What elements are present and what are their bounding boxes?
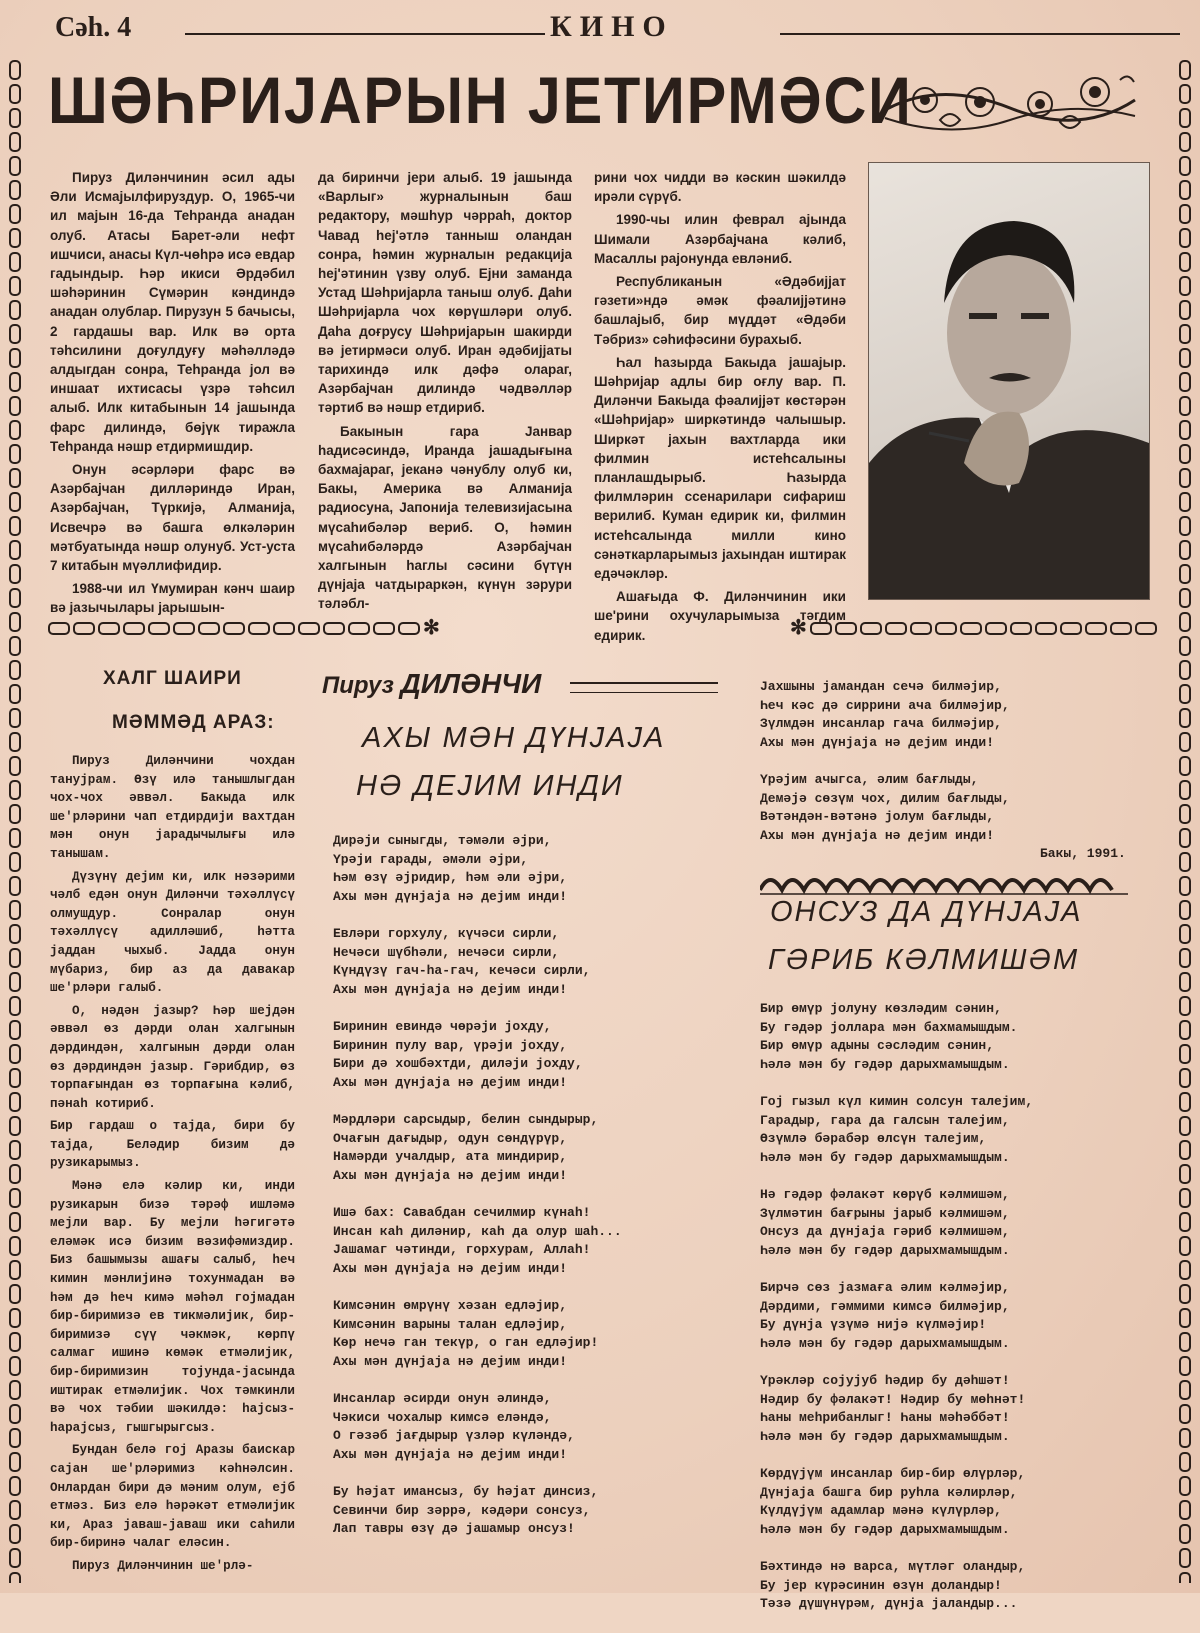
verse-line: Бу дүнја үзүмә нијә күлмәјир! bbox=[760, 1317, 987, 1332]
border-link bbox=[9, 708, 21, 728]
paragraph: Бундан белә гој Аразы баискар сајан ше'рләримиз кәһнәлсин. Онлардан бири дә мәним олум, ејб етмәз. Биз елә һәрәкәт етмәлијик ки, Араз јаваш-јаваш ики саһили бир-биринә чалаг елəсин. bbox=[50, 1443, 295, 1551]
border-link bbox=[1179, 1188, 1191, 1208]
border-link bbox=[9, 228, 21, 248]
border-link bbox=[9, 612, 21, 632]
verse-line: Бир өмүр адыны сәсләдим сәнин, bbox=[760, 1038, 995, 1053]
border-link bbox=[9, 108, 21, 128]
paragraph: Пируз Диләнчинин әсил ады Әли Исмајылфируздур. О, 1965-чи ил мајын 16-да Теһранда анадан олуб. Атасы Барет-әли нефт ишчиси, анасы Күл-чөһрә исә евдар гадындыр. Һәр икиси Әрдәбил шәһәринин Сүмәрин кәндиндә анадан олублар. Пирузун 5 бачысы, 2 гардашы вар. Илк вә орта тәһсилини доғулдуғу мәһәлләдә алдыгдан сонра, Теһранда јол вә иншаат ихтисасы үзрә тәһсил алыб. Илк китабынын 14 јашында фарс дилиндә, бөјүк тиражла Теһранда нәшр етдирмишдир. bbox=[50, 170, 295, 454]
paragraph: Мәнә елә кәлир ки, инди рузикарын бизә тәрәф ишләмә мејли вар. Бу мејли һәгигәтә еләмәк исә бизим вәзифәмиздир. Биз башымызы ашағы салыб, һеч кимин мәнлијинә тохунмадан вә һәм дә һеч кимә мәһәл гојмадан бир-биримизә ев тикмәлијик, бир-биримизә сүү чәкмәк, көрпү салмаг ишинә көмәк етмәлијик, бир-биримизин тојунда-јасында иштирак етмәлијик. Чох тәмкинли вә чох тәбии шәкилдә: һајсыз-һарајсыз, гышгырыгсыз. bbox=[50, 1179, 295, 1435]
border-link bbox=[1179, 1308, 1191, 1328]
verse-line: Һәлә мән бу гәдәр дарыхмамышдым. bbox=[760, 1521, 1010, 1537]
border-link bbox=[1179, 1404, 1191, 1424]
verse-line: Нә гәдәр фәлакәт көрүб кәлмишәм, bbox=[760, 1187, 1010, 1202]
verse-line: Үрәкләр сојујуб һәдир бу дәһшәт! bbox=[760, 1373, 1010, 1388]
araz-heading-2: МӘММӘД АРАЗ: bbox=[112, 712, 275, 733]
article-column-1 bbox=[50, 168, 295, 622]
border-link bbox=[1179, 1476, 1191, 1496]
verse-line: Тәзә дүшүнүрәм, дүнја јаландыр... bbox=[760, 1596, 1018, 1611]
border-link bbox=[9, 516, 21, 536]
border-link bbox=[1179, 1356, 1191, 1376]
section-title: КИНО bbox=[550, 10, 674, 43]
border-link bbox=[1179, 1260, 1191, 1280]
page-number: Сəh. 4 bbox=[55, 12, 132, 43]
border-link bbox=[9, 1188, 21, 1208]
border-link bbox=[9, 1500, 21, 1520]
verse-line: Чәкиси чохалыр кимсә еләндә, bbox=[333, 1409, 552, 1425]
border-link bbox=[9, 660, 21, 680]
border-link bbox=[9, 252, 21, 272]
wave-ornament bbox=[760, 868, 1128, 898]
border-link bbox=[1179, 180, 1191, 200]
border-link bbox=[9, 876, 21, 896]
border-link bbox=[1179, 996, 1191, 1016]
border-link bbox=[9, 300, 21, 320]
verse-line: Дүнјаја башга бир руһла кәлирләр, bbox=[760, 1484, 1018, 1500]
verse-line: Бу гәдәр јолларa мән бахмамышдым. bbox=[760, 1019, 1018, 1035]
paragraph: 1990-чы илин феврал ајында Шимали Азәрбајчана кәлиб, Масаллы рајонунда евләниб. bbox=[594, 212, 846, 266]
border-link bbox=[9, 1140, 21, 1160]
verse-line: Һәлә мән бу гәдәр дарыхмамышдым. bbox=[760, 1149, 1010, 1165]
border-link bbox=[9, 1308, 21, 1328]
border-link bbox=[9, 1332, 21, 1352]
verse-line: Гој гызыл күл кимин солсун талејим, bbox=[760, 1094, 1034, 1109]
border-link bbox=[1179, 1524, 1191, 1544]
border-link bbox=[1179, 1284, 1191, 1304]
border-link bbox=[1179, 852, 1191, 872]
border-link bbox=[9, 1572, 21, 1583]
border-link bbox=[9, 1428, 21, 1448]
masthead-bar bbox=[25, 0, 1175, 44]
stanza bbox=[760, 1000, 1120, 1074]
border-link bbox=[9, 1116, 21, 1136]
stanza bbox=[760, 1279, 1120, 1353]
verse-line: Ахы мән дүнјаја нә дејим инди! bbox=[333, 1074, 568, 1090]
stanza bbox=[333, 1483, 643, 1539]
poem2-stanzas bbox=[760, 1000, 1120, 1633]
border-link bbox=[1179, 396, 1191, 416]
border-link bbox=[9, 1476, 21, 1496]
border-link bbox=[1179, 1572, 1191, 1583]
border-link bbox=[1179, 300, 1191, 320]
masthead-rule-right bbox=[780, 33, 1180, 35]
author-rule-thin bbox=[570, 692, 718, 693]
border-link bbox=[9, 828, 21, 848]
verse-line: Бу һәјат имансыз, бу һәјат динсиз, bbox=[333, 1484, 599, 1499]
poem1-title-line1: АХЫ МӘН ДҮНЈАЈА bbox=[362, 722, 666, 754]
border-link bbox=[1179, 444, 1191, 464]
border-link bbox=[9, 1068, 21, 1088]
border-link bbox=[9, 396, 21, 416]
border-link bbox=[1179, 612, 1191, 632]
border-link bbox=[9, 1380, 21, 1400]
border-link bbox=[1179, 132, 1191, 152]
verse-line: Ахы мән дүнјаја нә дејим инди! bbox=[333, 1167, 568, 1183]
border-link bbox=[1179, 1500, 1191, 1520]
verse-line: Бирчә сөз јазмаға әлим кәлмәјир, bbox=[760, 1280, 1010, 1295]
border-link bbox=[1179, 1092, 1191, 1112]
border-link bbox=[9, 1548, 21, 1568]
border-link bbox=[1179, 1380, 1191, 1400]
paragraph: рини чох чидди вә кәскин шәкилдә ирәли сүрүб. bbox=[594, 170, 846, 205]
stanza bbox=[760, 1093, 1120, 1167]
border-link bbox=[9, 996, 21, 1016]
border-link bbox=[1179, 468, 1191, 488]
verse-line: Мәрдләри сарсыдыр, белин сындырыр, bbox=[333, 1112, 599, 1127]
stanza bbox=[760, 1186, 1120, 1260]
poem-author bbox=[322, 668, 541, 700]
border-link bbox=[1179, 924, 1191, 944]
verse-line: Дирәји сыныгды, тәмәли әјри, bbox=[333, 833, 552, 848]
border-link bbox=[1179, 564, 1191, 584]
verse-line: Һәм өзү әјридир, һәм әли әјри, bbox=[333, 870, 568, 885]
paragraph: Онун әсәрләри фарс вә Азәрбајчан дилләриндә Иран, Азәрбајчан, Түркијә, Алманија, Исвечрә вә башга өлкәләрин мәтбуатында нәшр олунуб. Уст-уста 7 китабын мүәллифидир. bbox=[50, 462, 295, 574]
verse-line: Кимсәнин варыны талан едләјир, bbox=[333, 1316, 568, 1332]
border-link bbox=[9, 972, 21, 992]
border-link bbox=[1179, 1164, 1191, 1184]
border-link bbox=[1179, 900, 1191, 920]
border-link bbox=[9, 1356, 21, 1376]
border-link bbox=[9, 780, 21, 800]
verse-line: Бу јер күрәсинин өзүн доландыр! bbox=[760, 1577, 1002, 1593]
author-last-name: ДИЛӘНЧИ bbox=[400, 668, 542, 699]
paragraph: Бакынын гара Јанвар һадисәсиндә, Иранда јашадығына бахмајараг, јеканә чәнублу олуб ки, Бакы, Америка вә Алманија радиосуна, Јапонија телевизијасына мүсаһибәләр вериб. О, һәмин мүсаһибәләрдә Азәрбајчан халгынын һаглы сәсини бүтүн дүнјаја чатдыраркән, күнүн зәрури тәләбл- bbox=[318, 423, 572, 612]
stanza bbox=[760, 678, 1100, 752]
verse-line: О гәзәб јағдырыр үзләр күләндә, bbox=[333, 1428, 575, 1443]
border-link bbox=[9, 1524, 21, 1544]
verse-line: Һәлә мән бу гәдәр дарыхмамышдым. bbox=[760, 1428, 1010, 1444]
stanza bbox=[333, 925, 643, 999]
verse-line: Ахы мән дүнјаја нә дејим инди! bbox=[760, 734, 995, 750]
border-link bbox=[1179, 84, 1191, 104]
poem1-stanzas-continued bbox=[760, 678, 1100, 864]
verse-line: Ахы мән дүнјаја нә дејим инди! bbox=[333, 1446, 568, 1462]
border-link bbox=[1179, 156, 1191, 176]
border-link bbox=[1179, 108, 1191, 128]
verse-line: Ахы мән дүнјаја нә дејим инди! bbox=[333, 1260, 568, 1276]
border-link bbox=[9, 180, 21, 200]
border-link bbox=[1179, 516, 1191, 536]
masthead-rule-left bbox=[185, 33, 545, 35]
poem1-stanzas bbox=[333, 832, 643, 1558]
stanza bbox=[760, 1558, 1120, 1614]
paragraph: Республиканын «Әдәбијјат гәзети»ндә әмәк фәалијјәтинә башлајыб, бир мүддәт «Әдәби Тәбриз» сәһифәсини бурахыб. bbox=[594, 274, 846, 347]
ornamental-divider-right: ✻ bbox=[790, 620, 1157, 636]
verse-line: Көр нечә ган текүр, о ган едләјир! bbox=[333, 1335, 599, 1350]
right-border-ornament bbox=[1176, 60, 1194, 1583]
border-link bbox=[1179, 276, 1191, 296]
border-link bbox=[9, 588, 21, 608]
stanza bbox=[333, 1297, 643, 1371]
border-link bbox=[1179, 708, 1191, 728]
verse-line: Ахы мән дүнјаја нә дејим инди! bbox=[760, 827, 995, 843]
border-link bbox=[9, 756, 21, 776]
border-link bbox=[9, 420, 21, 440]
border-link bbox=[9, 1236, 21, 1256]
border-link bbox=[1179, 492, 1191, 512]
border-link bbox=[1179, 756, 1191, 776]
paragraph: Ашағыда Ф. Диләнчинин ики ше'рини охучуларымыза тәгдим едирик. bbox=[594, 589, 846, 643]
verse-line: Инсан каһ диләнир, каһ да олур шаһ... bbox=[333, 1223, 622, 1239]
verse-line: Өзүмлә бәрабәр өлсүн талејим, bbox=[760, 1131, 987, 1146]
verse-line: Биринин евиндә чөрәји јохду, bbox=[333, 1019, 552, 1034]
verse-line: Јашамаг чәтинди, горхурам, Аллаһ! bbox=[333, 1242, 591, 1257]
paragraph: Пируз Диләнчинин ше'рлә- bbox=[72, 1558, 254, 1573]
stanza bbox=[333, 1204, 643, 1278]
author-rule bbox=[570, 682, 718, 684]
border-link bbox=[1179, 660, 1191, 680]
border-link bbox=[1179, 420, 1191, 440]
verse-line: Күндүзү гач-һа-гач, кечәси сирли, bbox=[333, 963, 591, 978]
paragraph: Һал һазырда Бакыда јашајыр. Шәһријар адлы бир оғлу вар. П. Диләнчи Бакыда фәалијјәт көстәрән «Шәһријар» ширкәтиндә чалышыр. Ширкәт јахын вахтларда ики филмин истеһсалыны планлашдырыб. Һазырда филмләрин ссенарилари сифариш верилиб. Куман едирик ки, филмин истеһсалында милли кино сәнәткарларымыз јахындан иштирак едәчәкләр. bbox=[594, 354, 846, 582]
verse-line: Үрәјим ачыгса, әлим бағлыды, bbox=[760, 772, 979, 787]
araz-heading-1: ХАЛГ ШАИРИ bbox=[103, 668, 242, 689]
verse-line: Үрәји гарады, әмәли әјри, bbox=[333, 851, 529, 867]
verse-line: Севинчи бир зәррә, кәдәри сонсуз, bbox=[333, 1502, 591, 1518]
paragraph: 1988-чи ил Үмумиран кәнч шаир вә јазычылары јарышын- bbox=[50, 581, 295, 616]
border-link bbox=[9, 204, 21, 224]
verse-line: Һаны меһрибанлыг! Һаны мәһәббәт! bbox=[760, 1410, 1010, 1425]
author-portrait-photo bbox=[868, 162, 1150, 600]
border-link bbox=[9, 1044, 21, 1064]
border-link bbox=[1179, 228, 1191, 248]
poem2-title-line2: ГӘРИБ КӘЛМИШӘМ bbox=[768, 944, 1080, 976]
border-link bbox=[9, 84, 21, 104]
verse-line: Ахы мән дүнјаја нә дејим инди! bbox=[333, 981, 568, 997]
verse-line: Лап тавры өзү дә јашамыр онсуз! bbox=[333, 1521, 575, 1536]
border-link bbox=[1179, 732, 1191, 752]
poem-dateline: Бакы, 1991. bbox=[1040, 846, 1126, 861]
verse-line: Ахы мән дүнјаја нә дејим инди! bbox=[333, 888, 568, 904]
stanza bbox=[333, 832, 643, 906]
border-link bbox=[1179, 1020, 1191, 1040]
ornamental-divider-left: ✻ bbox=[48, 620, 440, 636]
verse-line: Гарадыр, гара да галсын талејим, bbox=[760, 1112, 1010, 1128]
verse-line: Намәрди учалдыр, ата миндирир, bbox=[333, 1149, 568, 1164]
border-link bbox=[9, 1092, 21, 1112]
border-link bbox=[9, 492, 21, 512]
verse-line: Инсанлар әсирди онун әлиндә, bbox=[333, 1391, 552, 1406]
verse-line: Зүлмдән инсанлар гача билмәјир, bbox=[760, 716, 1002, 731]
verse-line: Нәдир бу фәлакәт! Нәдир бу мөһнәт! bbox=[760, 1391, 1026, 1407]
border-link bbox=[9, 804, 21, 824]
portrait-illustration bbox=[869, 163, 1149, 599]
border-link bbox=[9, 1260, 21, 1280]
verse-line: Күлдүјүм адамлар мәнә күлүрләр, bbox=[760, 1503, 1002, 1518]
left-border-ornament bbox=[6, 60, 24, 1583]
border-link bbox=[9, 60, 21, 80]
border-link bbox=[1179, 828, 1191, 848]
border-link bbox=[9, 1164, 21, 1184]
border-link bbox=[9, 1452, 21, 1472]
article-column-2 bbox=[318, 168, 572, 618]
border-link bbox=[9, 444, 21, 464]
border-link bbox=[1179, 1044, 1191, 1064]
border-link bbox=[1179, 1116, 1191, 1136]
border-link bbox=[1179, 1452, 1191, 1472]
stanza bbox=[333, 1018, 643, 1092]
verse-line: Јахшыны јамандан сечә билмәјир, bbox=[760, 679, 1002, 694]
stanza bbox=[333, 1390, 643, 1464]
border-link bbox=[1179, 1236, 1191, 1256]
border-link bbox=[1179, 588, 1191, 608]
poem2-title-line1: ОНСУЗ ДА ДҮНЈАЈА bbox=[770, 896, 1083, 928]
paragraph: да биринчи јери алыб. 19 јашында «Варлыг» журналынын баш редактору, мәшһур чәрраһ, доктор Чавад һеј'әтлә танныш оландан сонра, һәмин журналын редакција һеј'әтинин үзву олуб. Ејни заманда Устад Шәһријарла таныш олуб. Даһи Шәһријарла чох көрүшләри олуб. Даһа доғрусу Шәһријарын шакирди вә јетирмәси олуб. Иран әдәбијјаты тарихиндә илк дәфә олараг, Азәрбајчан дилиндә чәдвәлләр тәртиб вә нәшр етдириб. bbox=[318, 170, 572, 416]
border-link bbox=[1179, 780, 1191, 800]
border-link bbox=[9, 468, 21, 488]
border-link bbox=[9, 1020, 21, 1040]
border-link bbox=[1179, 684, 1191, 704]
floral-ornament bbox=[880, 70, 1140, 140]
verse-line: Вәтәндән-вәтәнә јолум бағлыды, bbox=[760, 809, 995, 824]
verse-line: Бир өмүр јолуну көзләдим сәнин, bbox=[760, 1001, 1002, 1016]
article-column-3 bbox=[594, 168, 846, 649]
author-first-name: Пируз bbox=[322, 672, 394, 699]
border-link bbox=[9, 372, 21, 392]
verse-line: Зүлмәтин бағрыны јарыб кәлмишәм, bbox=[760, 1205, 1010, 1221]
border-link bbox=[9, 1284, 21, 1304]
border-link bbox=[9, 540, 21, 560]
stanza bbox=[333, 1111, 643, 1185]
border-link bbox=[1179, 1548, 1191, 1568]
verse-line: Евләри горхулу, күчәси сирли, bbox=[333, 926, 560, 941]
verse-line: Очағын дағыдыр, одун сөндүрүр, bbox=[333, 1130, 568, 1146]
paragraph: Пируз Диләнчини чохдан танујрам. Өзү илә танышлыгдан чох-чох әввәл. Бакыда илк ше'рләрини чап етдирдији вахтдан мән онун јарадычылығы илә танышам. bbox=[50, 754, 295, 861]
verse-line: Ахы мән дүнјаја нә дејим инди! bbox=[333, 1353, 568, 1369]
border-link bbox=[1179, 252, 1191, 272]
border-link bbox=[9, 348, 21, 368]
verse-line: Һәлә мән бу гәдәр дарыхмамышдым. bbox=[760, 1056, 1010, 1072]
verse-line: Ишә бах: Савабдан сечилмир күнаһ! bbox=[333, 1205, 591, 1220]
border-link bbox=[1179, 972, 1191, 992]
border-link bbox=[9, 924, 21, 944]
border-link bbox=[1179, 204, 1191, 224]
poem1-title-line2: НӘ ДЕЈИМ ИНДИ bbox=[356, 770, 624, 802]
border-link bbox=[1179, 948, 1191, 968]
border-link bbox=[1179, 1428, 1191, 1448]
border-link bbox=[9, 156, 21, 176]
border-link bbox=[9, 324, 21, 344]
border-link bbox=[9, 852, 21, 872]
border-link bbox=[1179, 804, 1191, 824]
verse-line: Онсуз да дүнјаја гәриб кәлмишәм, bbox=[760, 1224, 1010, 1239]
border-link bbox=[1179, 1068, 1191, 1088]
border-link bbox=[9, 132, 21, 152]
verse-line: Көрдүјүм инсанлар бир-бир өлүрләр, bbox=[760, 1466, 1026, 1481]
border-link bbox=[1179, 60, 1191, 80]
verse-line: Бәхтиндә нә варса, мүтләг оландыр, bbox=[760, 1559, 1026, 1574]
border-link bbox=[1179, 876, 1191, 896]
verse-line: Һәлә мән бу гәдәр дарыхмамышдым. bbox=[760, 1242, 1010, 1258]
border-link bbox=[1179, 372, 1191, 392]
verse-line: Һеч кәс дә сиррини ача билмәјир, bbox=[760, 697, 1010, 713]
verse-line: Демәјә сөзүм чох, дилим бағлыды, bbox=[760, 790, 1010, 806]
border-link bbox=[9, 1212, 21, 1232]
border-link bbox=[1179, 348, 1191, 368]
border-link bbox=[9, 1404, 21, 1424]
verse-line: Дәрдими, гәммими кимсә билмәјир, bbox=[760, 1298, 1010, 1314]
border-link bbox=[1179, 540, 1191, 560]
border-link bbox=[1179, 324, 1191, 344]
border-link bbox=[1179, 636, 1191, 656]
araz-column bbox=[50, 752, 295, 1580]
border-link bbox=[9, 732, 21, 752]
paragraph: Дүзүнү дејим ки, илк нәзәрими чәлб едән онун Диләнчи тәхәллүсү олмушдур. Сонралар онун тәхәллүсү адилләшиб, һәтта јаддан чыхыб. Јадда онун мүбариз, бир аз да давакар ше'рләри галыб. bbox=[50, 869, 295, 996]
quoted-verse: Бир гардаш о тајда, бири бу тајда, Беләдир бизим дә рузикарымыз. bbox=[50, 1119, 295, 1171]
border-link bbox=[9, 900, 21, 920]
verse-line: Биринин пулу вар, үрәји јохду, bbox=[333, 1037, 568, 1053]
verse-line: Бири дә хошбәхтди, диләји јохду, bbox=[333, 1056, 583, 1071]
border-link bbox=[9, 564, 21, 584]
stanza bbox=[760, 1465, 1120, 1539]
stanza bbox=[760, 1372, 1120, 1446]
border-link bbox=[9, 948, 21, 968]
border-link bbox=[9, 276, 21, 296]
verse-line: Нечәси шүбһәли, нечәси сирли, bbox=[333, 944, 560, 960]
verse-line: Кимсәнин өмрүнү хәзан едләјир, bbox=[333, 1298, 568, 1313]
verse-line: Һәлә мән бу гәдәр дарыхмамышдым. bbox=[760, 1335, 1010, 1351]
paragraph: О, нәдән јазыр? Һәр шејдән әввәл өз дәрди олан халгынын дәрдиндән, халгынын дәрди олан өз дәрдиндән јазыр. Гәрибдир, өз торпағындан өз торпағына кәлиб, пәнаһ котириб. bbox=[50, 1003, 295, 1111]
border-link bbox=[9, 636, 21, 656]
article-headline: ШƏҺРИЈАРЫН ЈЕТИРМƏСИ bbox=[48, 63, 913, 137]
border-link bbox=[9, 684, 21, 704]
stanza bbox=[760, 771, 1100, 845]
border-link bbox=[1179, 1332, 1191, 1352]
border-link bbox=[1179, 1140, 1191, 1160]
border-link bbox=[1179, 1212, 1191, 1232]
